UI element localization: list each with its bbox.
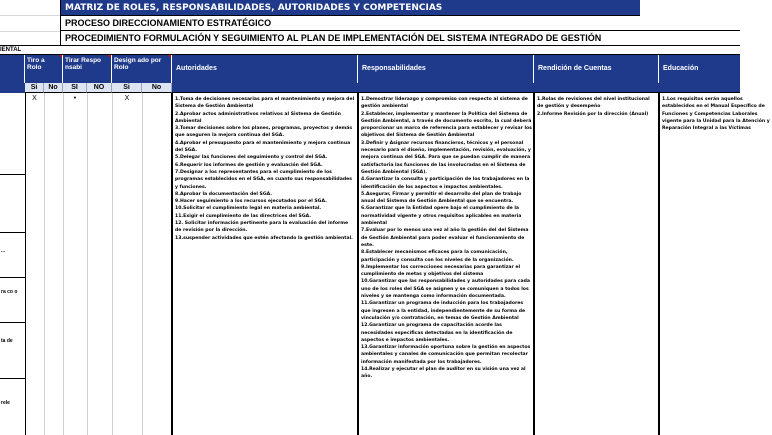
comment-marker — [168, 55, 171, 58]
mark-tomar-si: • — [73, 95, 77, 102]
list-item: 1.Toma de decisiones necesarias para el mantenimiento y mejora del Sistema de Gestión Ambiental — [175, 97, 355, 110]
list-item: 6.Requerir los informes de gestión y evaluación del SGA. — [175, 162, 323, 168]
rendicion-header: Rendición de Cuentas — [534, 55, 659, 83]
toma-si: Si — [25, 83, 44, 93]
educacion-header: Educación — [659, 55, 740, 83]
grid-line — [63, 93, 64, 435]
header-block — [0, 0, 740, 46]
list-item: 13.Garantizar información oportuna sobre la gestión en aspectos ambientales y canales de comunicación que permitan recolectar información manifestada por los trabajadores. — [361, 345, 531, 365]
section-label: IENTAL — [0, 47, 22, 53]
list-item: 10.Garantizar que las responsabilidades y autoridades para cada uno de los roles del SGA se asignen y se comuniquen a todos los niveles y se mantenga como información documentada. — [361, 279, 530, 300]
list-item: 2.Informe Revisión por la dirección (Anual) — [537, 111, 649, 117]
toma-header: Tiro a Rolo — [25, 55, 63, 83]
list-item: 5.Asegurar, Firmar y permitir el desarrollo del plan de trabajo anual del Sistema de Gestión Ambiental que se encuentra. — [361, 191, 522, 205]
list-item: 9.Implementar los correcciones necesarias para garantizar el cumplimiento de metas y objetivos del sistema — [361, 264, 521, 278]
designa-no: No — [142, 83, 172, 93]
left-fragment: ... — [1, 248, 6, 254]
grid-line — [44, 93, 45, 435]
list-item: 10.Solicitar el cumplimiento legal en materia ambiental. — [175, 206, 322, 212]
designa-si: Si — [112, 83, 142, 93]
designa-header: Design ado por Rolo — [112, 55, 172, 83]
process-title: PROCESO DIRECCIONAMIENTO ESTRATÉGICO — [60, 16, 740, 31]
autoridades-list — [175, 96, 355, 266]
comment-marker — [108, 55, 111, 58]
left-col-sub — [0, 83, 25, 93]
left-row-sep — [0, 322, 25, 323]
list-item: 9.Hacer seguimiento a los recursos ejecutados por el SGA. — [175, 199, 327, 205]
mark-designa-si: X — [124, 95, 130, 102]
list-item: 14.Realizar y ejecutar el plan de auditor en su visión una vez al año. — [361, 366, 526, 380]
mark-toma-si: X — [32, 95, 37, 102]
list-item: 11.Exigir el cumplimiento de las directrices del SGA. — [175, 213, 311, 219]
rendicion-list — [537, 96, 657, 136]
subheader-fill — [172, 83, 740, 93]
left-row-sep — [0, 232, 25, 233]
list-item: 1.Los requisitos serán aquellos establecidos en el Manual Específico de Funciones y Competencias Laborales vigente para la Unidad para la Atención y Reparación Integral a las Víctimas — [662, 97, 770, 132]
list-item: 12.Garantizar un programa de capacitación acorde las necesidades específicas detectadas en la identificación de aspectos e impactos ambientales. — [361, 323, 513, 343]
grid-line — [112, 93, 113, 435]
header-left-gridline — [0, 15, 60, 16]
list-item: 7.Designar a los representantes para el cumplimiento de los programas establecidos en el SGA, en cuanto sus responsabilidades y funciones. — [175, 169, 352, 190]
list-item: 7.Evaluar por lo menos una vez al año la gestión del del Sistema de Gestión Ambiental para poder evaluar el funcionamiento de este. — [361, 228, 529, 248]
responsabilidades-list — [361, 96, 532, 435]
grid-line — [87, 93, 88, 435]
list-item: 1.Demostrar liderazgo y compromiso con respecto al sistema de gestión ambiental — [361, 97, 528, 110]
tomar-no: NO — [87, 83, 112, 93]
educacion-list — [662, 96, 770, 156]
tomar-si: SI — [63, 83, 87, 93]
list-item: 12. Solicitar información pertinente para la evaluación del informe de revisión por la dirección. — [175, 221, 349, 234]
grid-line — [25, 93, 26, 435]
grid-line — [171, 93, 173, 435]
left-fragment: rele — [1, 400, 10, 406]
list-item: 6.Garantizar que la Entidad opere bajo el cumplimiento de la normatividad vigente y otros requisitos aplicables en materia ambiental — [361, 206, 522, 227]
left-row-sep — [0, 378, 25, 379]
autoridades-header: Autoridades — [172, 55, 358, 83]
header-left-blank — [0, 0, 60, 46]
section-label-row — [0, 46, 740, 55]
responsabilidades-header: Responsabilidades — [358, 55, 534, 83]
list-item: 4.Garantizar la consulta y participación de los trabajadores en la identificación de los aspectos e impactos ambientales. — [361, 177, 530, 190]
grid-line — [142, 93, 143, 435]
list-item: 2.Establecer, implementar y mantener la Política del Sistema de Gestión Ambiental, a través de documento escrito, la cual deberá proporcionar un marco de referencia para establecer y revisar los objetivos del Sistema de Gestión Ambiental — [361, 111, 532, 139]
matrix-title: MATRIZ DE ROLES, RESPONSABILIDADES, AUTORIDADES Y COMPETENCIAS — [60, 0, 640, 16]
left-fragment: ra co o — [1, 289, 18, 295]
grid-line — [357, 93, 359, 435]
list-item: 4.Aprobar el presupuesto para el mantenimiento y mejora continua del SGA. — [175, 140, 351, 154]
subheader-row — [0, 83, 172, 93]
list-item: 13.suspender actividades que estén afectando la gestión ambiental. — [175, 235, 353, 241]
toma-no: No — [44, 83, 63, 93]
list-item: 3.Definir y Asignar recursos financieros, técnicos y el personal necesario para el diseño, implementación, revisión, evaluación, y mejora continua del SGA. Para que se puedan cumplir de manera satisfactoria las funciones de las involucradas en el Sistema de Gestión Ambiental (SGA). — [361, 140, 531, 175]
left-row-sep — [0, 174, 25, 175]
column-header-band — [0, 55, 740, 83]
grid-line — [533, 93, 535, 435]
list-item: 11.Garantizar un programa de inducción para los trabajadores que ingresen a la entidad, independientemente de su forma de vinculación y/o contratación, en temas de Gestión Ambiental — [361, 301, 526, 321]
comment-marker — [59, 55, 62, 58]
grid-line — [658, 93, 660, 435]
list-item: 8.Aprobar la documentación del SGA. — [175, 191, 273, 197]
list-item: 3.Tomar decisiones sobre los planes, programas, proyectos y demás que aseguren la mejora continua del SGA. — [175, 126, 353, 139]
list-item: 1.Rolas de revisiones del nivel institucional de gestión y desempeño — [537, 97, 650, 110]
list-item: 2.Aprobar actos administrativos relativos al Sistema de Gestión Ambiental — [175, 111, 341, 124]
header-left-gridline-2 — [0, 31, 60, 32]
tomar-header: Tirar Respo nsabi — [63, 55, 112, 83]
left-fragment: ta de — [1, 338, 13, 344]
left-row-sep — [0, 277, 25, 278]
procedure-title: PROCEDIMIENTO FORMULACIÓN Y SEGUIMIENTO AL PLAN DE IMPLEMENTACIÓN DEL SISTEMA INTEGRADO DE GESTIÓN — [60, 31, 740, 46]
list-item: 8.Establecer mecanismos eficaces para la comunicación, participación y consulta con los niveles de la organización. — [361, 250, 514, 263]
list-item: 5.Delegar las funciones del seguimiento y control del SGA. — [175, 155, 328, 161]
